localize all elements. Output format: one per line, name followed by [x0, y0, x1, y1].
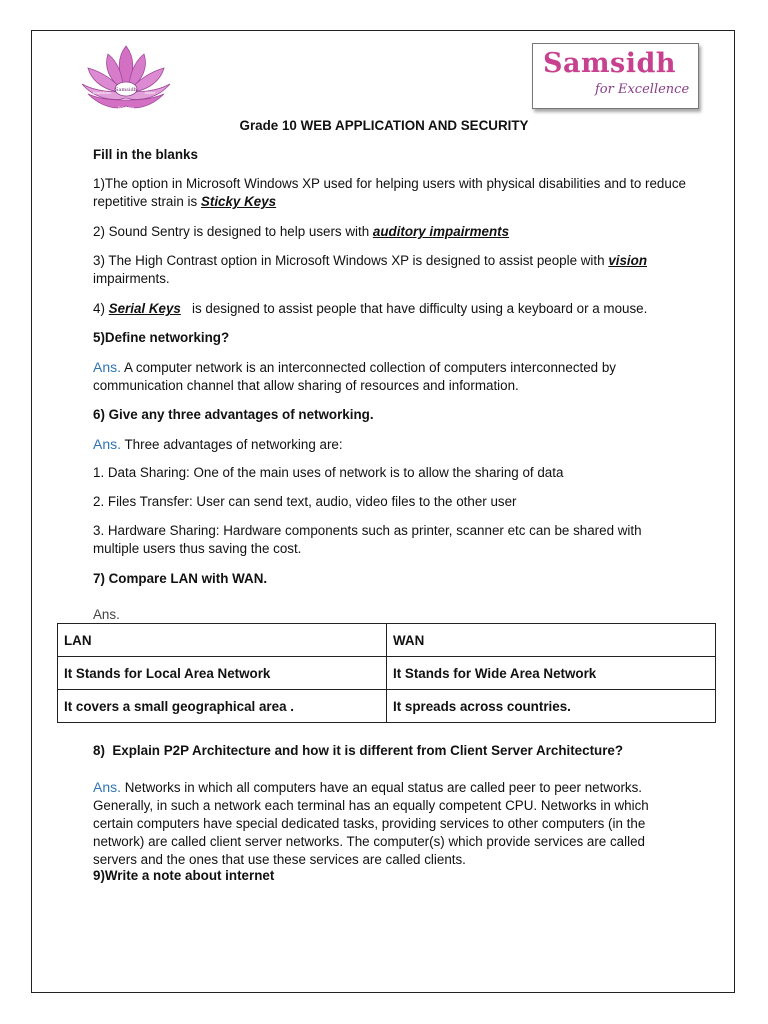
table-row [58, 657, 716, 690]
answer-6-intro: Three advantages of networking are: [121, 437, 343, 452]
lotus-logo [78, 42, 174, 116]
table-cell: LAN [58, 624, 387, 657]
samsidh-logo [532, 43, 699, 109]
document-title: Grade 10 WEB APPLICATION AND SECURITY [239, 118, 529, 133]
lotus-logo-text: Samsidh [115, 87, 137, 93]
question-6: 6) Give any three advantages of networking. [93, 407, 374, 422]
section-heading: Fill in the blanks [93, 147, 198, 162]
question-9: 9)Write a note about internet [93, 868, 275, 883]
question-2-answer: auditory impairments [372, 224, 510, 239]
table-cell: It spreads across countries. [387, 690, 716, 723]
question-2-text: 2) Sound Sentry is designed to help users with [93, 224, 373, 239]
answer-6 [93, 435, 343, 454]
advantage-2: 2. Files Transfer: User can send text, audio, video files to the other user [93, 494, 517, 509]
answer-8-label: Ans. [93, 779, 122, 795]
lotus-caption-left: Inspiration [93, 91, 111, 95]
table-cell: It Stands for Local Area Network [58, 657, 387, 690]
lotus-caption-bottom: Enlighten [117, 106, 135, 110]
answer-8-text: Networks in which all computers have an equal status are called peer to peer networks. Generally, in such a network each terminal has an equally competent CPU. Networks in which certain computers have special dedicated tasks, providing services to other computers (in the network) are called client server networks. The computer(s) which provide services are called servers and the ones that use these services are called clients. [93, 780, 649, 867]
question-5: 5)Define networking? [93, 330, 230, 345]
brand-tagline: for Excellence [595, 82, 690, 97]
question-4 [93, 300, 703, 318]
question-3-text-after: impairments. [93, 271, 170, 286]
question-4-text-after: is designed to assist people that have difficulty using a keyboard or a mouse. [180, 301, 648, 316]
lotus-caption-right: Aspire [144, 91, 156, 95]
answer-6-label: Ans. [93, 436, 122, 452]
question-3 [93, 252, 673, 288]
answer-7-label: Ans. [93, 607, 120, 622]
advantage-1: 1. Data Sharing: One of the main uses of network is to allow the sharing of data [93, 465, 564, 480]
question-2 [93, 223, 693, 241]
question-1-text: 1)The option in Microsoft Windows XP used for helping users with physical disabilities and to reduce repetitive strain is [93, 176, 686, 209]
question-3-text: 3) The High Contrast option in Microsoft Windows XP is designed to assist people with [93, 253, 609, 268]
question-1 [93, 175, 693, 211]
table-cell: It covers a small geographical area . [58, 690, 387, 723]
advantage-3: 3. Hardware Sharing: Hardware components such as printer, scanner etc can be shared with multiple users thus saving the cost. [93, 523, 642, 556]
table-row [58, 624, 716, 657]
answer-8 [93, 778, 678, 869]
question-8: 8) Explain P2P Architecture and how it is different from Client Server Architecture? [93, 743, 624, 758]
lotus-flower-icon [78, 42, 174, 116]
question-7: 7) Compare LAN with WAN. [93, 571, 268, 586]
answer-5 [93, 358, 673, 395]
question-3-answer: vision [608, 253, 648, 268]
table-cell: It Stands for Wide Area Network [387, 657, 716, 690]
brand-name: Samsidh [543, 48, 677, 79]
table-row [58, 690, 716, 723]
lan-wan-table [57, 623, 716, 723]
table-cell: WAN [387, 624, 716, 657]
question-4-text: 4) [93, 301, 109, 316]
answer-5-text: A computer network is an interconnected collection of computers interconnected by communication channel that allow sharing of resources and information. [93, 360, 616, 393]
answer-5-label: Ans. [93, 359, 122, 375]
question-1-answer: Sticky Keys [200, 194, 277, 209]
question-4-answer: Serial Keys [108, 301, 181, 316]
